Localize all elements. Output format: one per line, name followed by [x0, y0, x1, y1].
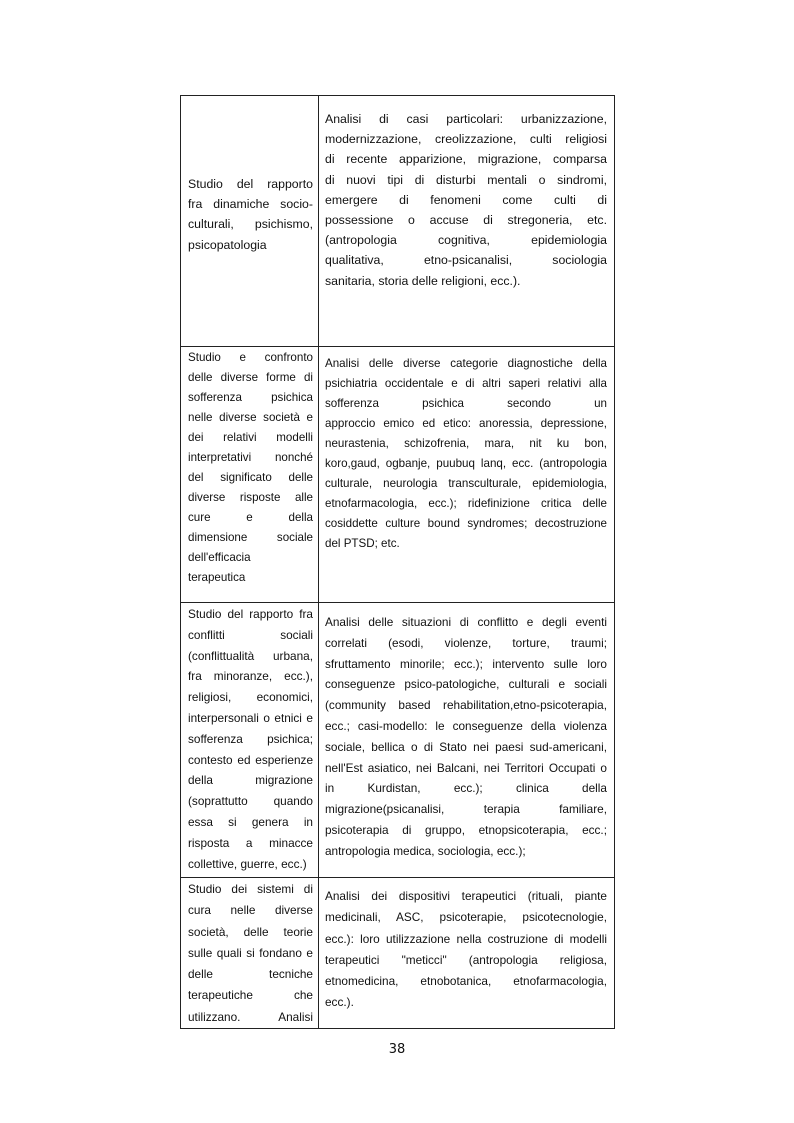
topic-line: sofferenza psichica: [188, 391, 313, 404]
analysis-line: Analisi delle diverse categorie diagnostiche della: [325, 357, 607, 370]
topic-line: sofferenza psichica;: [188, 731, 313, 746]
topic-line: della migrazione: [188, 773, 313, 788]
topic-line: risposta a minacce: [188, 835, 313, 850]
analysis-line: in Kurdistan, ecc.); clinica della: [325, 781, 607, 796]
topic-line: delle diverse forme di: [188, 371, 313, 384]
analysis-line: correlati (esodi, violenze, torture, traumi;: [325, 635, 607, 650]
analysis-cell: [319, 96, 615, 347]
analysis-line: del PTSD; etc.: [325, 537, 400, 550]
analysis-line: ecc.; casi-modello: le conseguenze della violenza: [325, 718, 607, 733]
topic-line: (conflittualità urbana,: [188, 648, 313, 663]
topic-line: dei relativi modelli: [188, 431, 313, 444]
analysis-line: qualitativa, etno-psicanalisi, sociologia: [325, 253, 607, 268]
analysis-line: terapeutici "meticci" (antropologia religiosa,: [325, 952, 607, 967]
analysis-line: approccio emico ed etico: anoressia, depressione,: [325, 417, 607, 430]
topic-line: Studio dei sistemi di: [188, 882, 313, 896]
analysis-line: di recente apparizione, migrazione, comparsa: [325, 152, 607, 167]
topic-line: interpretativi nonché: [188, 451, 313, 464]
topic-line: diverse risposte alle: [188, 491, 313, 504]
analysis-line: nell'Est asiatico, nei Balcani, nei Territori Occupati o: [325, 760, 607, 775]
analysis-line: psicoterapia di gruppo, etnopsicoterapia, ecc.;: [325, 822, 607, 837]
table-row: [181, 603, 615, 878]
topic-cell: [181, 347, 319, 603]
analysis-line: cosiddette culture bound syndromes; decostruzione: [325, 517, 607, 530]
topic-line: contesto ed esperienze: [188, 752, 313, 767]
topic-line: religiosi, economici,: [188, 690, 313, 705]
topic-line: (soprattutto quando: [188, 794, 313, 809]
topic-line: essa si genera in: [188, 814, 313, 829]
analysis-line: sfruttamento minorile; ecc.); intervento sulle loro: [325, 656, 607, 671]
analysis-line: etnomedicina, etnobotanica, etnofarmacologia,: [325, 974, 607, 989]
analysis-line: di nuovi tipi di disturbi mentali o sindromi,: [325, 172, 607, 187]
analysis-line: culturale, neurologia transculturale, epidemiologia,: [325, 477, 607, 490]
topic-line: Studio e confronto: [188, 351, 313, 364]
analysis-line: Analisi di casi particolari: urbanizzazione,: [325, 112, 607, 126]
topic-line: dell'efficacia: [188, 551, 251, 564]
topic-line: del significato delle: [188, 471, 313, 484]
topic-cell: [181, 878, 319, 1029]
analysis-line: migrazione(psicanalisi, terapia familiare,: [325, 802, 607, 817]
analysis-line: ecc.): loro utilizzazione nella costruzione di modelli: [325, 931, 607, 946]
analysis-line: sofferenza psichica secondo un: [325, 397, 607, 410]
analysis-cell: [319, 347, 615, 603]
table-row: [181, 347, 615, 603]
topic-line: delle tecniche: [188, 967, 313, 982]
topic-line: Studio del rapporto fra: [188, 607, 313, 621]
topic-cell: [181, 603, 319, 878]
topic-cell: [181, 96, 319, 347]
topic-line: conflitti sociali: [188, 627, 313, 642]
analysis-line: possessione o accuse di stregoneria, etc.: [325, 213, 607, 228]
analysis-line: neurastenia, schizofrenia, mara, nit ku bon,: [325, 437, 607, 450]
topic-line: fra minoranze, ecc.),: [188, 669, 313, 684]
topic-line: interpersonali o etnici e: [188, 710, 313, 725]
topic-line: cura nelle diverse: [188, 903, 313, 918]
topic-line: fra dinamiche socio-: [188, 197, 313, 212]
topic-line: nelle diverse società e: [188, 411, 313, 424]
table-row: [181, 96, 615, 347]
topic-line: Studio del rapporto: [188, 177, 313, 191]
topic-line: sulle quali si fondano e: [188, 945, 313, 960]
content-table: [180, 95, 615, 1029]
topic-line: dimensione sociale: [188, 531, 313, 544]
topic-line: collettive, guerre, ecc.): [188, 856, 307, 871]
topic-line: psicopatologia: [188, 237, 267, 252]
analysis-line: modernizzazione, creolizzazione, culti religiosi: [325, 132, 607, 147]
analysis-cell: [319, 603, 615, 878]
analysis-line: Analisi delle situazioni di conflitto e degli eventi: [325, 615, 607, 629]
analysis-line: koro,gaud, ogbanje, puubuq lanq, ecc. (antropologia: [325, 457, 607, 470]
page-number: 38: [388, 1042, 406, 1057]
analysis-line: Analisi dei dispositivi terapeutici (rituali, piante: [325, 889, 607, 903]
table-row: [181, 878, 615, 1029]
analysis-line: psichiatria occidentale e di altri saperi relativi alla: [325, 377, 607, 390]
topic-line: società, delle teorie: [188, 924, 313, 939]
analysis-line: etnofarmacologia, ecc.); ridefinizione critica delle: [325, 497, 607, 510]
analysis-cell: [319, 878, 615, 1029]
analysis-line: sociale, bellica o di Stato nei paesi sud-americani,: [325, 739, 607, 754]
analysis-line: sanitaria, storia delle religioni, ecc.).: [325, 273, 521, 288]
analysis-line: antropologia medica, sociologia, ecc.);: [325, 843, 526, 858]
topic-line: terapeutiche che: [188, 988, 313, 1003]
analysis-line: (antropologia cognitiva, epidemiologia: [325, 233, 607, 248]
analysis-line: medicinali, ASC, psicoterapie, psicotecnologie,: [325, 910, 607, 925]
analysis-line: ecc.).: [325, 995, 354, 1010]
analysis-line: emergere di fenomeni come culti di: [325, 192, 607, 207]
analysis-line: conseguenze psico-patologiche, culturali e sociali: [325, 677, 607, 692]
topic-line: cure e della: [188, 511, 313, 524]
topic-line: culturali, psichismo,: [188, 217, 313, 232]
topic-line: terapeutica: [188, 571, 246, 584]
analysis-line: (community based rehabilitation,etno-psicoterapia,: [325, 698, 607, 713]
topic-line: utilizzano. Analisi: [188, 1009, 313, 1024]
